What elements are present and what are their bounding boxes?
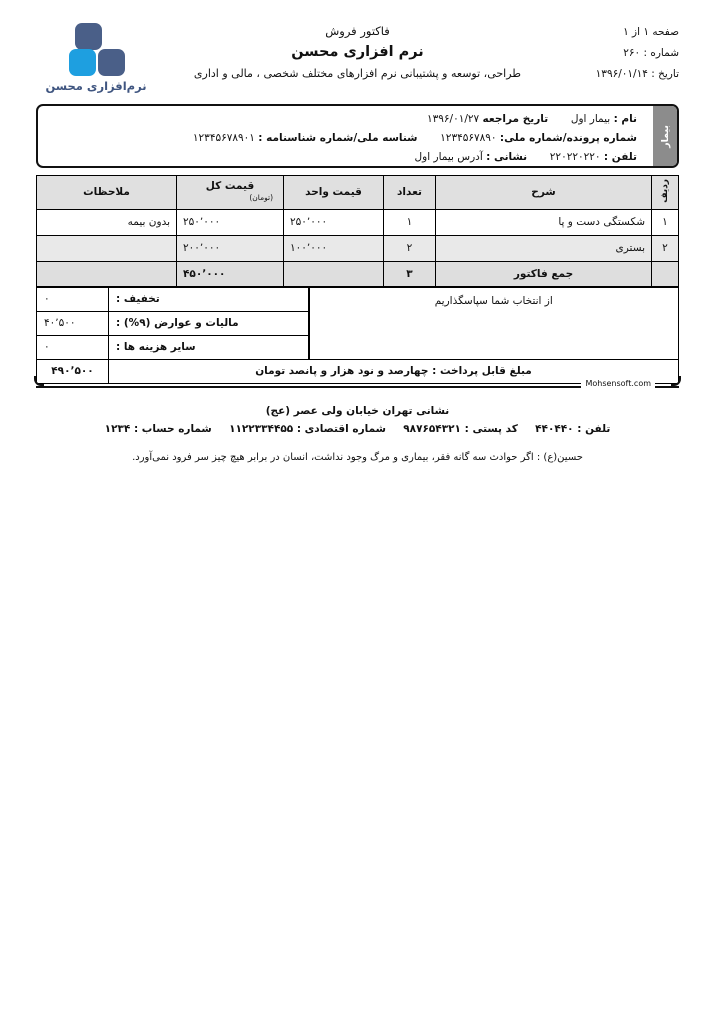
col-header-total-price-unit: (تومان) (249, 193, 273, 203)
patient-line-name (48, 110, 637, 129)
logo-wordmark: نرم‌افزاری محسن (45, 79, 147, 93)
payable-value: ۴۹۰٬۵۰۰ (37, 359, 109, 383)
cell-row-index: ۱ (652, 209, 679, 235)
col-header-description: شرح (436, 176, 652, 210)
cell-row-index: ۲ (652, 235, 679, 261)
footer-contact-line (36, 423, 679, 435)
patient-tab-label: بیمار (659, 124, 671, 148)
national-id-label: شناسه ملی/شماره شناسنامه : (258, 132, 418, 144)
col-header-note: ملاحظات (37, 176, 177, 210)
summary-quantity: ۳ (384, 261, 436, 286)
company-name: نرم افزاری محسن (291, 44, 424, 60)
file-number-value: ۱۲۳۴۵۶۷۸۹۰ (440, 132, 497, 144)
footer-economic-label: شماره اقتصادی : (296, 422, 386, 435)
cell-total-price: ۲۰۰٬۰۰۰ (177, 235, 284, 261)
cell-note: بدون بیمه (37, 209, 177, 235)
col-header-unit-price: قیمت واحد (284, 176, 384, 210)
items-table-head (37, 176, 679, 210)
patient-name-value: بیمار اول (570, 113, 611, 125)
items-table-wrap (36, 175, 679, 287)
footer-account-label: شماره حساب : (133, 422, 212, 435)
items-table-body (37, 209, 679, 286)
other-costs-value: ۰ (37, 335, 109, 359)
page-footer (36, 405, 679, 463)
document-type: فاکتور فروش (325, 24, 390, 38)
invoice-page (0, 18, 715, 1029)
bottom-corner-right (671, 376, 681, 386)
visit-date-value: ۱۳۹۶/۰۱/۲۷ (427, 113, 480, 125)
summary-note (37, 261, 177, 286)
patient-section (36, 104, 679, 168)
totals-row-discount (37, 287, 679, 311)
cell-unit-price: ۲۵۰٬۰۰۰ (284, 209, 384, 235)
summary-unit-price (284, 261, 384, 286)
payable-label: مبلغ قابل پرداخت : چهارصد و نود هزار و پانصد تومان (109, 359, 679, 383)
company-tagline: طراحی، توسعه و پشتیبانی نرم افزارهای مختلف شخصی ، مالی و اداری (193, 67, 522, 80)
summary-row-blank (652, 261, 679, 286)
items-header-row (37, 176, 679, 210)
national-id-value: ۱۲۳۴۵۶۷۸۹۰۱ (192, 132, 255, 144)
col-header-total-price (177, 176, 284, 210)
footer-phone-label: تلفن : (577, 422, 611, 435)
summary-total-price: ۴۵۰٬۰۰۰ (177, 261, 284, 286)
items-table (36, 175, 679, 287)
patient-tab (653, 106, 677, 166)
patient-line-contact (48, 148, 637, 167)
invoice-number-label: شماره : (643, 47, 679, 59)
watermark-label: Mohsensoft.com (581, 379, 655, 388)
footer-postal-value: ۹۸۷۶۵۴۳۲۱ (403, 422, 461, 435)
document-meta (596, 22, 679, 85)
col-header-quantity: تعداد (384, 176, 436, 210)
table-row (37, 209, 679, 235)
visit-date-label: تاریخ مراجعه (482, 113, 549, 125)
page-header (0, 18, 715, 96)
invoice-date-line (596, 64, 679, 85)
cell-note (37, 235, 177, 261)
bottom-corner-left (34, 376, 44, 386)
tax-label: مالیات و عوارض (۹%) : (109, 311, 309, 335)
footer-postal-label: کد پستی : (464, 422, 518, 435)
other-costs-label: سایر هزینه ها : (109, 335, 309, 359)
thanks-message: از انتخاب شما سپاسگذاریم (309, 287, 679, 359)
totals-section (36, 287, 679, 384)
patient-line-ids (48, 129, 637, 148)
bottom-rule (36, 378, 679, 396)
col-header-row (652, 176, 679, 210)
patient-address-label: نشانی : (486, 151, 528, 163)
footer-account-value: ۱۲۳۴ (104, 422, 131, 435)
cell-quantity: ۲ (384, 235, 436, 261)
summary-label: جمع فاکتور (436, 261, 652, 286)
patient-phone-value: ۲۲۰۲۲۰۲۲۰ (549, 151, 601, 163)
cell-quantity: ۱ (384, 209, 436, 235)
footer-economic-value: ۱۱۲۲۳۳۴۴۵۵ (229, 422, 294, 435)
footer-quote: حسین(ع) : اگر حوادث سه گانه فقر، بیماری و مرگ وجود نداشت، انسان در برابر هیچ چیز سر فرود نمی‌آورد. (132, 451, 583, 463)
file-number-label: شماره پرونده/شماره ملی: (499, 132, 637, 144)
col-header-row-label: ردیف (660, 179, 670, 203)
patient-name-label: نام : (613, 113, 637, 125)
invoice-date-label: تاریخ : (651, 68, 679, 80)
invoice-number-value: ۲۶۰ (623, 47, 641, 59)
table-summary-row (37, 261, 679, 286)
footer-address: نشانی تهران خیابان ولی عصر (عج) (265, 404, 450, 417)
col-header-total-price-label: قیمت کل (205, 180, 255, 193)
discount-value: ۰ (37, 287, 109, 311)
patient-phone-label: تلفن : (603, 151, 637, 163)
invoice-number-line (596, 43, 679, 64)
table-row (37, 235, 679, 261)
invoice-date-value: ۱۳۹۶/۰۱/۱۴ (595, 68, 648, 80)
cell-total-price: ۲۵۰٬۰۰۰ (177, 209, 284, 235)
discount-label: تخفیف : (109, 287, 309, 311)
footer-phone-value: ۴۴۰۴۴۰ (535, 422, 574, 435)
patient-box (36, 104, 679, 168)
page-counter: صفحه ۱ از ۱ (623, 26, 679, 38)
cell-description: شکستگی دست و پا (436, 209, 652, 235)
tax-value: ۴۰٬۵۰۰ (37, 311, 109, 335)
totals-table (36, 287, 679, 384)
patient-address-value: آدرس بیمار اول (414, 151, 483, 163)
cell-unit-price: ۱۰۰٬۰۰۰ (284, 235, 384, 261)
cell-description: بستری (436, 235, 652, 261)
